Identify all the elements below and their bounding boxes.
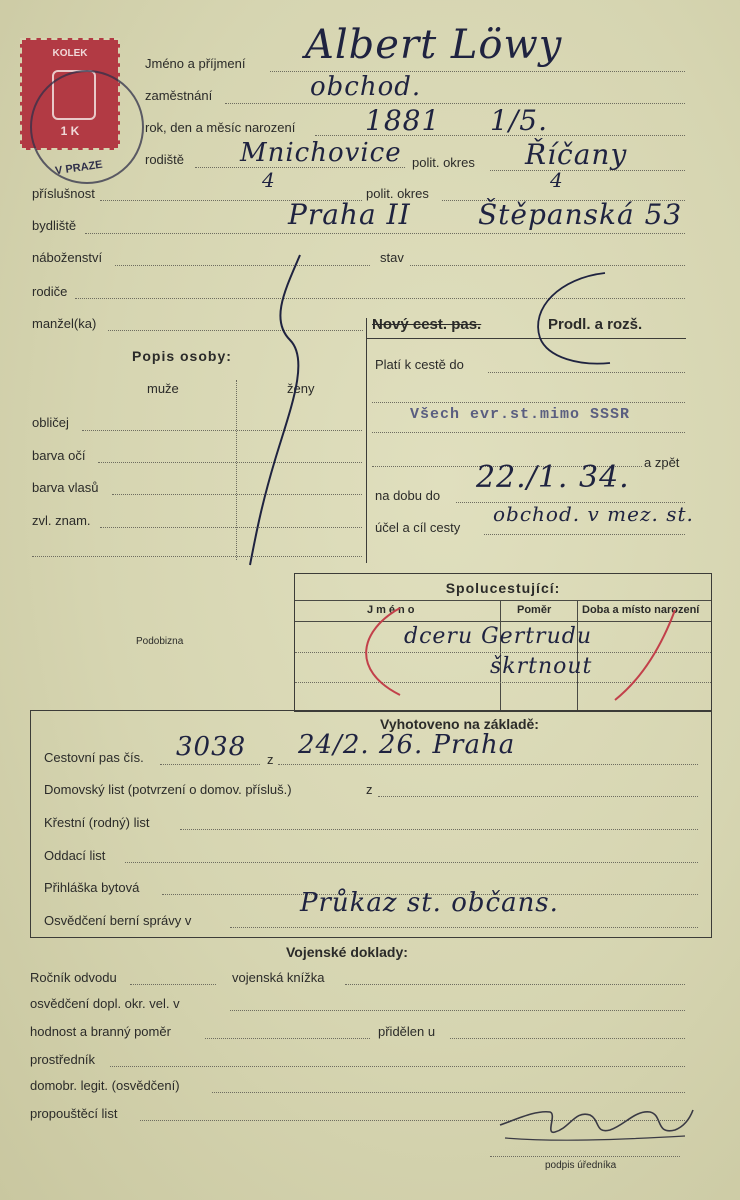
military-legion-label: domobr. legit. (osvědčení) [30, 1078, 180, 1093]
passport-no-value: 3038 [176, 732, 247, 762]
baptism-label: Křestní (rodný) list [44, 815, 150, 830]
birth-day-month: 1/5. [490, 104, 548, 137]
passport-z: z [267, 752, 274, 767]
citizenship-label: příslušnost [32, 186, 95, 201]
basis-title: Vyhotoveno na základě: [380, 716, 539, 732]
military-year-line [130, 984, 216, 985]
birthplace-value: Mnichovice [240, 138, 402, 168]
stamp-label: KOLEK [52, 48, 88, 59]
military-intermediary-line [110, 1066, 685, 1067]
companion-entry-2: škrtnout [490, 654, 593, 679]
military-discharge-label: propouštěcí list [30, 1106, 118, 1121]
spouse-label: manžel(ka) [32, 316, 97, 331]
marriage-label: Oddací list [44, 848, 106, 863]
official-signature [495, 1090, 695, 1160]
citizenship-value: 4 [262, 168, 276, 192]
occupation-value: obchod. [310, 72, 422, 102]
valid-for-line-3 [372, 432, 685, 433]
occupation-label: zaměstnání [145, 88, 213, 103]
military-cert-label: osvědčení dopl. okr. vel. v [30, 996, 180, 1011]
valid-for-line-2 [372, 402, 685, 403]
district2-value: 4 [550, 168, 564, 192]
status-line [410, 265, 685, 266]
companions-title: Spolucestující: [445, 580, 561, 596]
military-book-label: vojenská knížka [232, 970, 325, 985]
passport-no-label: Cestovní pas čís. [44, 750, 144, 765]
name-value: Albert Löwy [305, 22, 563, 68]
signature-label: podpis úředníka [545, 1160, 617, 1171]
domicile-line [378, 796, 698, 797]
military-intermediary-label: prostředník [30, 1052, 96, 1067]
status-label: stav [380, 250, 404, 265]
passport-date-value: 24/2. 26. Praha [298, 730, 516, 760]
valid-for-label: Platí k cestě do [375, 357, 464, 372]
duration-label: na dobu do [375, 488, 441, 503]
religion-label: náboženství [32, 250, 103, 265]
right-column-divider [366, 318, 367, 563]
marks-label: zvl. znam. [32, 513, 91, 528]
companion-entry-1: dceru Gertrudu [404, 624, 592, 649]
signature-line [490, 1156, 680, 1157]
face-label: obličej [32, 415, 69, 430]
residence-city: Praha II [288, 198, 411, 231]
tax-line [230, 927, 698, 928]
description-col-female: ženy [287, 381, 315, 396]
residence-label: bydliště [32, 218, 77, 233]
new-passport-label: Nový cest. pas. [372, 316, 482, 333]
military-cert-line [230, 1010, 685, 1011]
residence-line [85, 233, 685, 234]
hair-label: barva vlasů [32, 480, 99, 495]
return-label: a zpět [644, 455, 680, 470]
occupation-line [225, 103, 685, 104]
face-line [82, 430, 362, 431]
description-title: Popis osoby: [132, 348, 232, 364]
parents-label: rodiče [32, 284, 68, 299]
marriage-line [125, 862, 698, 863]
military-assigned-line [450, 1038, 685, 1039]
postmark-text: V PRAZE [54, 158, 104, 178]
military-rank-label: hodnost a branný poměr [30, 1024, 171, 1039]
circle-mark [520, 268, 620, 368]
extension-label: Prodl. a rozš. [548, 316, 643, 333]
military-rank-line [205, 1038, 370, 1039]
tax-label: Osvědčení berní správy v [44, 913, 192, 928]
domicile-z: z [366, 782, 373, 797]
valid-for-line [488, 372, 685, 373]
companions-col-relation: Poměr [517, 604, 552, 616]
valid-for-stamp: Všech evr.st.mimo SSSR [410, 406, 631, 423]
baptism-line [180, 829, 698, 830]
stamp-value: 1 K [60, 124, 80, 138]
district-label: polit. okres [412, 155, 475, 170]
name-label: Jméno a příjmení [145, 56, 246, 71]
purpose-label: účel a cíl cesty [375, 520, 461, 535]
district2-label: polit. okres [366, 186, 429, 201]
cancel-pen-stroke [230, 250, 320, 570]
tax-value: Průkaz st. občans. [300, 888, 559, 918]
description-col-male: muže [147, 381, 179, 396]
military-year-label: Ročník odvodu [30, 970, 117, 985]
domicile-label: Domovský list (potvrzení o domov. přísluš.) [44, 782, 292, 797]
residence-street: Štěpanská 53 [478, 198, 683, 231]
housing-label: Přihláška bytová [44, 880, 140, 895]
companions-col-name: Jméno [367, 604, 418, 616]
birth-label: rok, den a měsíc narození [145, 120, 296, 135]
birth-year: 1881 [365, 104, 441, 137]
red-pencil-marks [340, 600, 700, 710]
military-title: Vojenské doklady: [286, 944, 408, 960]
photo-label: Podobizna [136, 636, 184, 647]
district-value: Říčany [525, 138, 628, 171]
military-book-line [345, 984, 685, 985]
military-assigned-label: přidělen u [378, 1024, 436, 1039]
passport-no-line [160, 764, 260, 765]
purpose-line [484, 534, 685, 535]
duration-value: 22./1. 34. [476, 460, 630, 495]
passport-date-line [278, 764, 698, 765]
purpose-value: obchod. v mez. st. [493, 502, 694, 526]
birthplace-label: rodiště [145, 152, 185, 167]
eyes-label: barva očí [32, 448, 86, 463]
companions-col-birth: Doba a místo narození [582, 604, 700, 616]
